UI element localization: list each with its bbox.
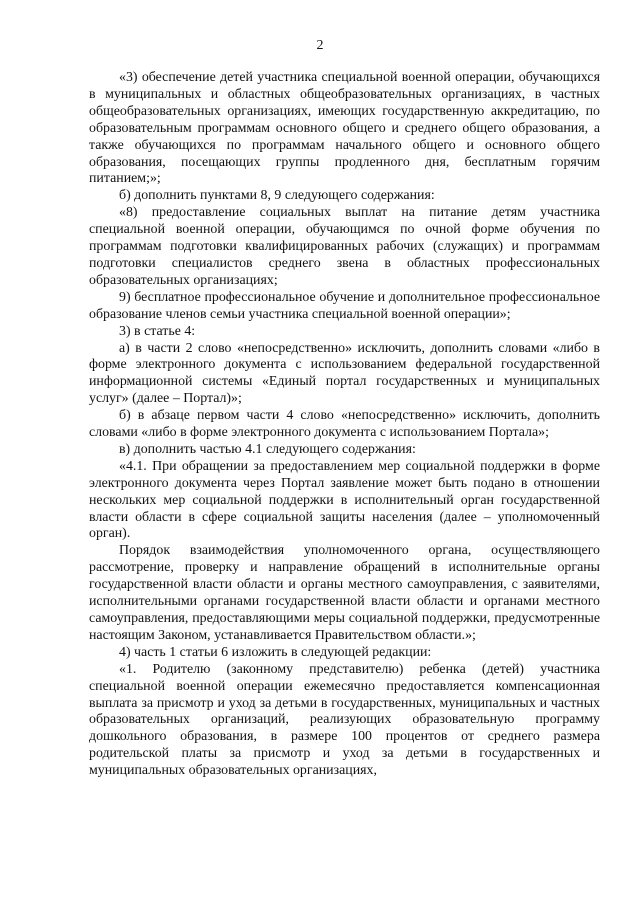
paragraph-add-part-4-1: в) дополнить частью 4.1 следующего содержания: (119, 441, 416, 457)
paragraph-part-2-amendment: а) в части 2 слово «непосредственно» исключить, дополнить словами «либо в форме электронного документа с использованием федеральной государственной информационной системы «Единый портал государственных и муниципальных услуг» (далее – Портал)»; (89, 340, 600, 407)
paragraph-item-3-free-meals: «3) обеспечение детей участника специальной военной операции, обучающихся в муниципальных и областных общеобразовательных организациях, в частных общеобразовательных организациях, имеющих государственную аккредитацию, по образовательным программам основного общего и среднего общего образования, а также обучающихся по программам начального общего и основного общего образования, посещающих группы продленного дня, бесплатным горячим питанием;»; (89, 70, 600, 187)
paragraph-article-4: 3) в статье 4: (119, 323, 196, 339)
paragraph-item-8-food-payments: «8) предоставление социальных выплат на питание детям участника специальной военной операции, обучающимся по очной форме обучения по программам подготовки квалифицированных рабочих (служащих) и программам подготовки специалистов среднего звена в областных профессиональных образовательных организациях; (89, 205, 600, 288)
paragraph-interaction-procedure: Порядок взаимодействия уполномоченного органа, осуществляющего рассмотрение, проверку и направление обращений в исполнительные органы государственной власти области и органы местного самоуправления, с заявителями, исполнительными органами государственной власти области и органами местного самоуправления, предоставляющими меры социальной поддержки, предусмотренные настоящим Законом, устанавливается Правительством области.»; (89, 543, 600, 643)
paragraph-article-6-part-1-text: «1. Родителю (законному представителю) ребенка (детей) участника специальной военной операции ежемесячно предоставляется компенсационная выплата за присмотр и уход за детьми в государственных, муниципальных и частных образовательных организаций, реализующих образовательную программу дошкольного образования, в размере 100 процентов от среднего размера родительской платы за присмотр и уход за детьми в государственных и муниципальных образовательных организациях, (89, 661, 600, 779)
page-number: 2 (316, 38, 324, 53)
paragraph-item-9-free-training: 9) бесплатное профессиональное обучение и дополнительное профессиональное образование членов семьи участника специальной военной операции»; (89, 289, 600, 322)
paragraph-part-4-1-text: «4.1. При обращении за предоставлением мер социальной поддержки в форме электронного документа через Портал заявление может быть подано в отношении нескольких мер социальной поддержки в исполнительный орган государственной власти области в сфере социальной защиты населения (далее – уполномоченный орган). (89, 458, 600, 542)
paragraph-add-items-8-9: б) дополнить пунктами 8, 9 следующего содержания: (119, 188, 435, 204)
paragraph-part-4-amendment: б) в абзаце первом части 4 слово «непосредственно» исключить, дополнить словами «либо в форме электронного документа с использованием Портала»; (89, 408, 600, 441)
paragraph-article-6-amendment: 4) часть 1 статьи 6 изложить в следующей редакции: (119, 644, 432, 660)
document-body (89, 70, 600, 780)
